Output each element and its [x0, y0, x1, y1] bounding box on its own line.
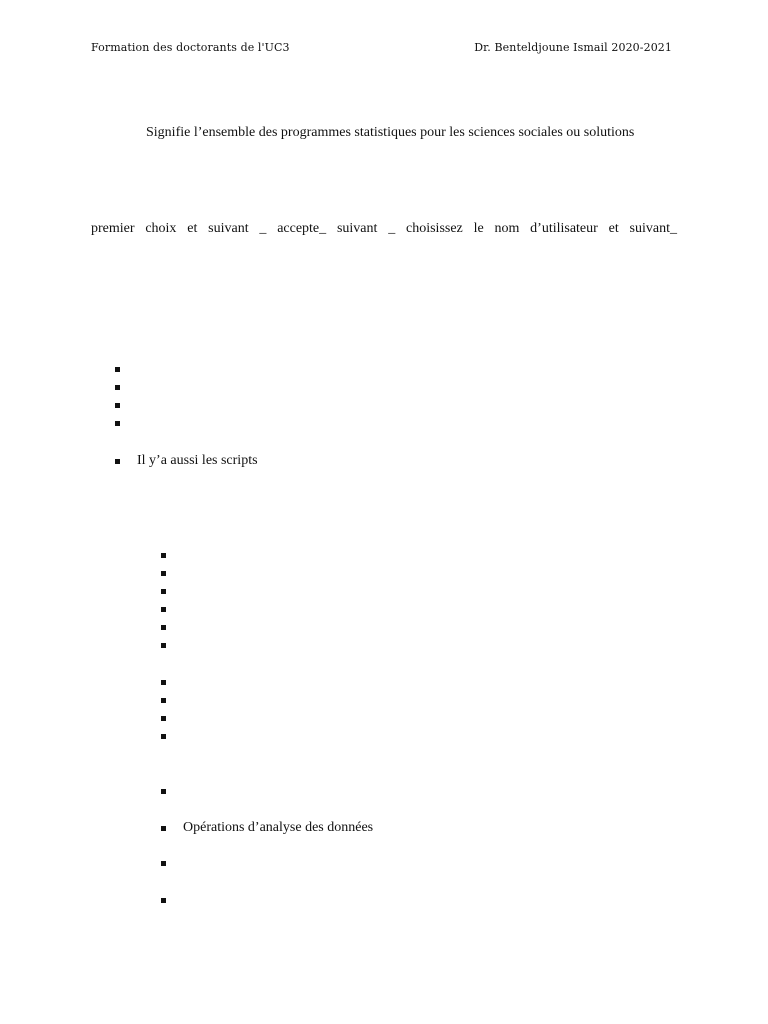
list-item	[161, 854, 183, 872]
square-bullet-icon	[161, 734, 166, 739]
word: et	[187, 221, 198, 236]
list-item	[115, 452, 258, 470]
list-item	[161, 727, 183, 745]
word: _	[259, 221, 267, 236]
word: nom	[494, 221, 520, 236]
list-item	[115, 414, 137, 432]
list-item	[161, 582, 183, 600]
list-item	[115, 360, 137, 378]
word: suivant	[336, 221, 378, 236]
square-bullet-icon	[161, 698, 166, 703]
word: accepte_	[277, 221, 327, 236]
square-bullet-icon	[161, 625, 166, 630]
square-bullet-icon	[161, 716, 166, 721]
paragraph-definition: Signifie l’ensemble des programmes statistiques pour les sciences sociales ou solutions	[146, 125, 635, 140]
square-bullet-icon	[161, 680, 166, 685]
list-item	[161, 819, 373, 837]
square-bullet-icon	[115, 367, 120, 372]
list-item	[161, 673, 183, 691]
paragraph-install-steps	[91, 220, 677, 238]
word: choisissez	[406, 221, 463, 236]
word: le	[473, 221, 484, 236]
word: suivant_	[629, 221, 677, 236]
header-left: Formation des doctorants de l'UC3	[91, 41, 290, 54]
list-item	[161, 564, 183, 582]
list-item	[115, 378, 137, 396]
list-item	[161, 600, 183, 618]
square-bullet-icon	[115, 385, 120, 390]
word: premier	[91, 221, 135, 236]
square-bullet-icon	[161, 789, 166, 794]
header-right: Dr. Benteldjoune Ismail 2020-2021	[474, 41, 672, 54]
square-bullet-icon	[115, 459, 120, 464]
square-bullet-icon	[161, 826, 166, 831]
list-item	[161, 546, 183, 564]
square-bullet-icon	[115, 403, 120, 408]
list-item	[161, 709, 183, 727]
list-item-text: Opérations d’analyse des données	[183, 820, 374, 835]
word: choix	[145, 221, 177, 236]
word: et	[608, 221, 619, 236]
square-bullet-icon	[161, 898, 166, 903]
square-bullet-icon	[115, 421, 120, 426]
square-bullet-icon	[161, 553, 166, 558]
list-item	[115, 396, 137, 414]
word: suivant	[208, 221, 249, 236]
list-item-text: Il y’a aussi les scripts	[137, 453, 258, 468]
square-bullet-icon	[161, 607, 166, 612]
list-item	[161, 618, 183, 636]
square-bullet-icon	[161, 643, 166, 648]
word: _	[388, 221, 396, 236]
list-item	[161, 782, 183, 800]
square-bullet-icon	[161, 589, 166, 594]
square-bullet-icon	[161, 571, 166, 576]
list-item	[161, 891, 183, 909]
square-bullet-icon	[161, 861, 166, 866]
list-item	[161, 636, 183, 654]
word: d’utilisateur	[530, 221, 598, 236]
list-item	[161, 691, 183, 709]
